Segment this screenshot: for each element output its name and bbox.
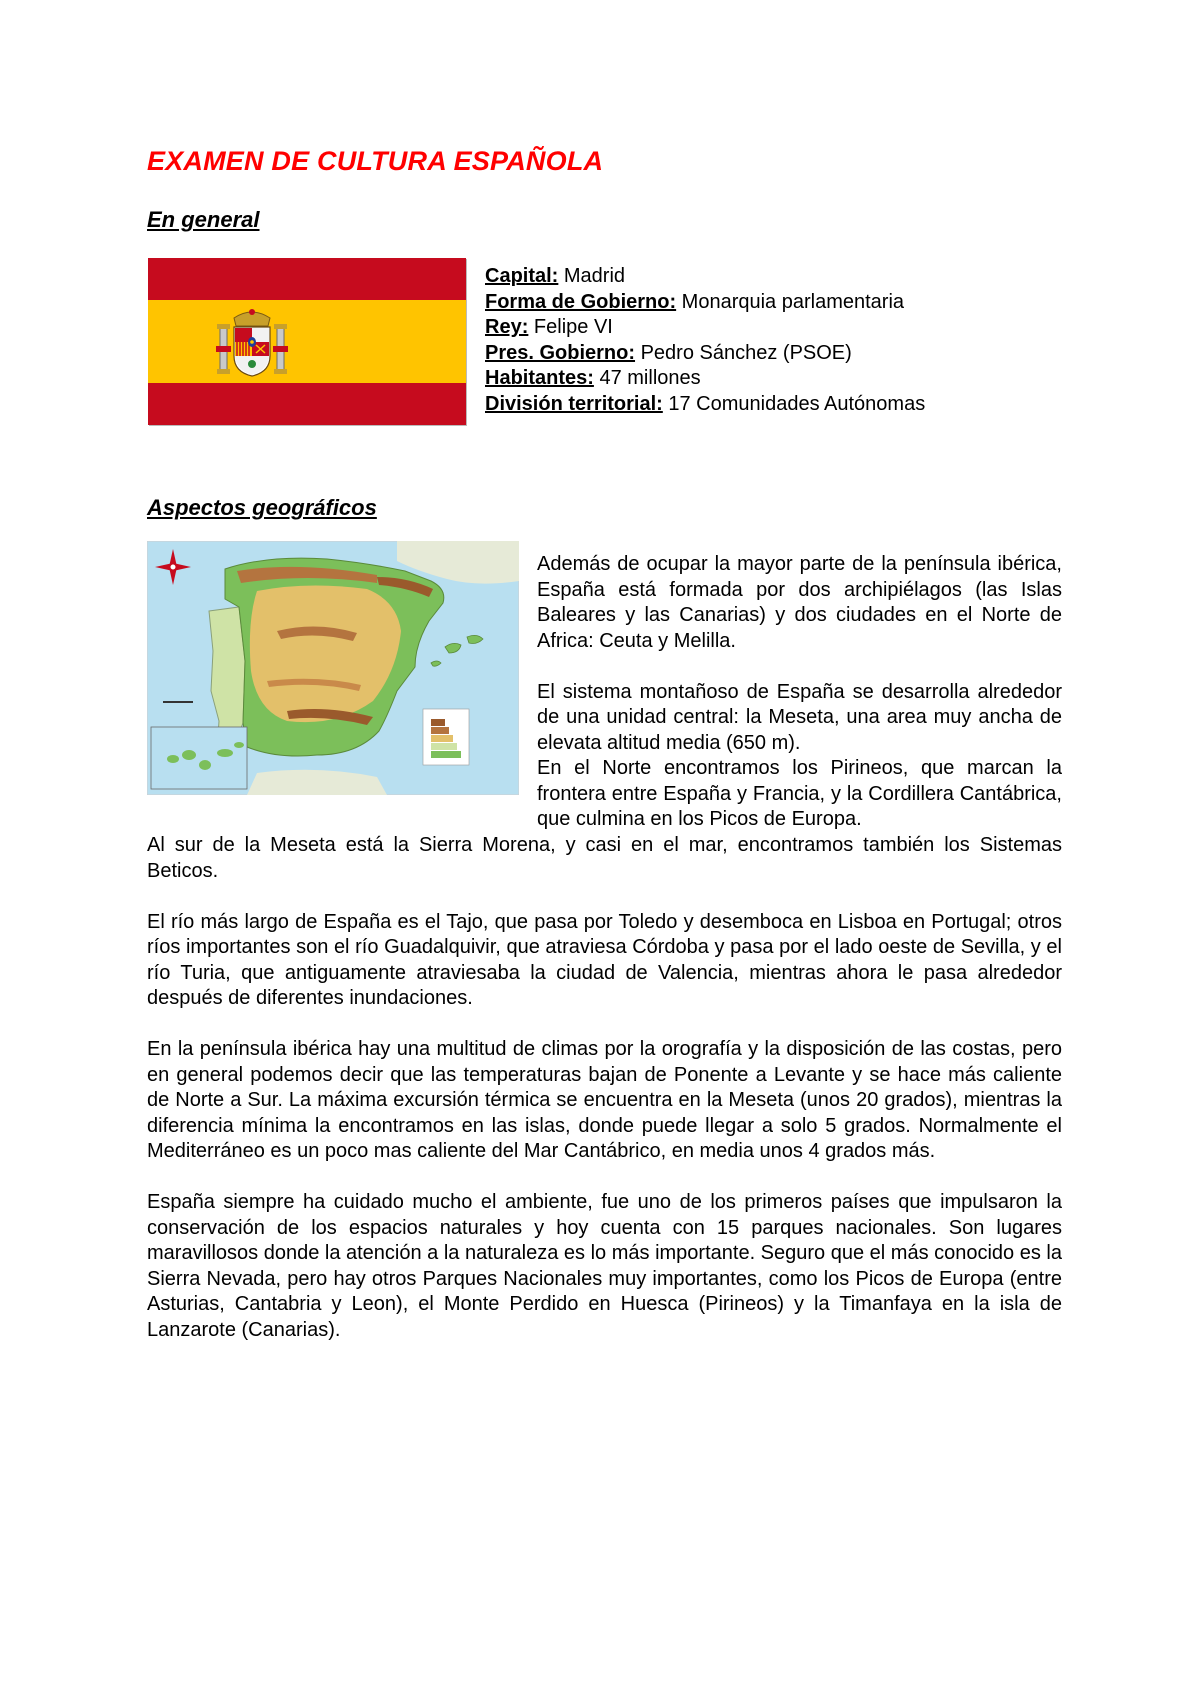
elevation-legend bbox=[423, 709, 469, 765]
paragraph: En el Norte encontramos los Pirineos, que marcan la frontera entre España y Francia, y la Cordillera Cantábrica, que culmina en los Picos de Europa. bbox=[537, 757, 1062, 830]
paragraph: Además de ocupar la mayor parte de la península ibérica, España está formada por dos archipiélagos (las Islas Baleares y las Canarias) y dos ciudades en el Norte de Africa: Ceuta y Melilla. bbox=[537, 553, 1062, 652]
document-title: EXAMEN DE CULTURA ESPAÑOLA bbox=[147, 146, 604, 176]
paragraph: Al sur de la Meseta está la Sierra Morena, y casi en el mar, encontramos también los Sistemas Beticos. bbox=[147, 834, 1062, 882]
geography-body-text bbox=[147, 833, 1062, 1343]
flag-stripe-bottom bbox=[148, 383, 466, 425]
spain-flag bbox=[148, 258, 466, 425]
paragraph: El sistema montañoso de España se desarrolla alrededor de una unidad central: la Meseta, una area muy ancha de elevata altitud media (650 m). bbox=[537, 680, 1062, 754]
paragraph: En la península ibérica hay una multitud de climas por la orografía y la disposición de las costas, pero en general podemos decir que las temperaturas bajan de Ponente a Levante y se hace más caliente de Norte a Sur. La máxima excursión térmica se encuentra en la Meseta (unos 20 grados), mientras la diferencia mínima la encontramos en las islas, donde puede llegar a solo 5 grados. Normalmente el Mediterráneo es un poco mas caliente del Mar Cantábrico, en media unos 4 grados más. bbox=[147, 1038, 1062, 1162]
fact-capital: Capital: Madrid bbox=[485, 265, 626, 287]
fact-government: Forma de Gobierno: Monarquia parlamentaria bbox=[485, 290, 905, 313]
fact-king: Rey: Felipe VI bbox=[485, 316, 613, 338]
geography-intro-text bbox=[537, 552, 1062, 833]
paragraph: El río más largo de España es el Tajo, que pasa por Toledo y desemboca en Lisboa en Portugal; otros ríos importantes son el río Guadalquivir, que atraviesa Córdoba y pasa por el lado oeste de Sevilla, y el río Turia, que antiguamente atraviesaba la ciudad de Valencia, mientras ahora le pasa alrededor después de diferentes inundaciones. bbox=[147, 910, 1062, 1009]
fact-population: Habitantes: 47 millones bbox=[485, 367, 701, 389]
section-heading-geography: Aspectos geográficos bbox=[147, 495, 377, 520]
fact-president: Pres. Gobierno: Pedro Sánchez (PSOE) bbox=[485, 341, 852, 364]
country-facts bbox=[485, 264, 925, 417]
fact-territorial-division: División territorial: 17 Comunidades Autónomas bbox=[485, 392, 926, 415]
spain-physical-map bbox=[147, 541, 519, 795]
section-heading-general: En general bbox=[147, 207, 260, 232]
paragraph: España siempre ha cuidado mucho el ambiente, fue uno de los primeros países que impulsaron la conservación de los espacios naturales y hoy cuenta con 15 parques nacionales. Son lugares maravillosos donde la atención a la naturaleza es lo más importante. Seguro que el más conocido es la Sierra Nevada, pero hay otros Parques Nacionales muy importantes, como los Picos de Europa (entre Asturias, Cantabria y Leon), el Monte Perdido en Huesca (Pirineos) y la Timanfaya en la isla de Lanzarote (Canarias). bbox=[147, 1191, 1062, 1341]
flag-stripe-middle bbox=[148, 300, 466, 383]
flag-stripe-top bbox=[148, 258, 466, 300]
